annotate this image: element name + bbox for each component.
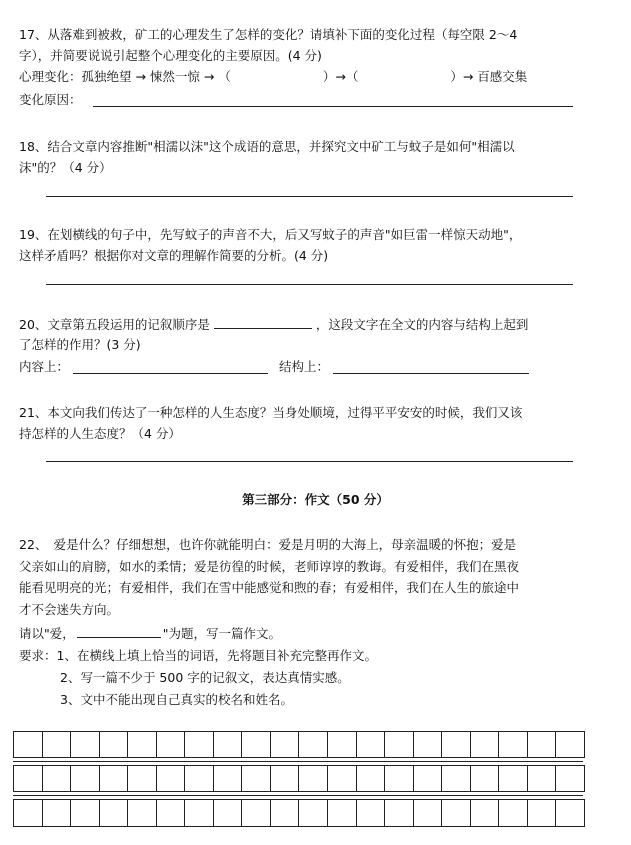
writing-grid-cell[interactable] [43,766,72,791]
writing-grid-cell[interactable] [43,732,72,757]
writing-grid-cell[interactable] [328,732,357,757]
q22-prompt-a: 请以"爱， [19,626,75,641]
q20-order-blank[interactable] [214,315,312,329]
q20-text-line1 [19,315,528,334]
writing-grid-cell[interactable] [14,800,43,826]
writing-grid-cell[interactable] [357,766,386,791]
writing-grid-cell[interactable] [71,800,100,826]
writing-grid-cell[interactable] [299,732,328,757]
writing-grid-cell[interactable] [556,800,584,826]
writing-grid-cell[interactable] [242,800,271,826]
writing-grid-cell[interactable] [242,732,271,757]
writing-grid-cell[interactable] [185,766,214,791]
writing-grid-cell[interactable] [214,766,243,791]
writing-grid-cell[interactable] [471,732,500,757]
writing-grid-cell[interactable] [157,800,186,826]
writing-grid-cell[interactable] [357,800,386,826]
writing-grid-spacer-1 [13,761,583,762]
writing-grid-cell[interactable] [128,800,157,826]
q18-text-line1: 18、结合文章内容推断"相濡以沫"这个成语的意思，并探究文中矿工与蚊子是如何"相濡以 [19,139,515,154]
writing-grid-cell[interactable] [100,732,129,757]
q22-req1: 要求：1、在横线上填上恰当的词语，先将题目补充完整再作文。 [19,648,377,663]
q20-content-label: 内容上： [19,359,70,374]
writing-grid-cell[interactable] [528,766,557,791]
q22-prompt-b: "为题，写一篇作文。 [162,626,281,641]
writing-grid-spacer-2 [13,795,583,796]
q17-flow-end: ）→ 百感交集 [450,69,528,84]
q21-text-line1: 21、本文向我们传达了一种怎样的人生态度？当身处顺境，过得平平安安的时候，我们又该 [19,405,523,420]
writing-grid-cell[interactable] [414,766,443,791]
writing-grid-cell[interactable] [556,732,584,757]
writing-grid-row-3[interactable] [13,799,585,827]
writing-grid-cell[interactable] [385,766,414,791]
writing-grid-cell[interactable] [442,800,471,826]
writing-grid-cell[interactable] [556,766,584,791]
writing-grid-cell[interactable] [442,766,471,791]
writing-grid-cell[interactable] [43,800,72,826]
writing-grid-cell[interactable] [471,766,500,791]
writing-grid-cell[interactable] [499,732,528,757]
q20-text-line1b: ，这段文字在全文的内容与结构上起到 [315,317,529,332]
q17-text-line2: 字），并简要说说引起整个心理变化的主要原因。(4 分) [19,48,322,63]
writing-grid-cell[interactable] [499,766,528,791]
writing-grid-row-cells [14,800,584,826]
writing-grid-cell[interactable] [214,732,243,757]
q22-text-line3: 能看见明亮的光；有爱相伴，我们在雪中能感觉和煦的春；有爱相伴，我们在人生的旅途中 [19,580,520,595]
writing-grid-cell[interactable] [528,732,557,757]
q18-answer-line[interactable] [46,196,573,197]
writing-grid-cell[interactable] [299,800,328,826]
writing-grid-cell[interactable] [499,800,528,826]
writing-grid-cell[interactable] [185,732,214,757]
writing-grid-cell[interactable] [299,766,328,791]
writing-grid-cell[interactable] [242,766,271,791]
q22-req2: 2、写一篇不少于 500 字的记叙文，表达真情实感。 [60,670,350,685]
q20-structure-label: 结构上： [279,359,330,374]
writing-grid-cell[interactable] [214,800,243,826]
writing-grid-cell[interactable] [328,800,357,826]
writing-grid-cell[interactable] [100,800,129,826]
q22-prompt [19,624,281,643]
writing-grid-cell[interactable] [271,766,300,791]
q22-title-blank[interactable] [77,624,161,638]
writing-grid-cell[interactable] [328,766,357,791]
writing-grid-cell[interactable] [157,732,186,757]
q22-text-line2: 父亲如山的肩膀，如水的柔情；爱是彷徨的时候，老师谆谆的教诲。有爱相伴，我们在黑夜 [19,559,520,574]
q17-flow-mid: ）→（ [322,69,359,84]
writing-grid-cell[interactable] [385,732,414,757]
q19-text-line1: 19、在划横线的句子中，先写蚊子的声音不大，后又写蚊子的声音"如巨雷一样惊天动地"， [19,227,522,242]
writing-grid-cell[interactable] [71,766,100,791]
writing-grid-row-cells [14,766,584,791]
writing-grid-row-1[interactable] [13,731,585,758]
writing-grid-cell[interactable] [414,800,443,826]
writing-grid-cell[interactable] [528,800,557,826]
q17-flow-start: 孤独绝望 → 悚然一惊 → （ [81,69,231,84]
q17-reason-label: 变化原因： [19,92,82,107]
writing-grid-cell[interactable] [185,800,214,826]
q17-flow [19,68,527,86]
q17-flow-label: 心理变化： [19,69,82,84]
q21-text-line2: 持怎样的人生态度？（4 分） [19,426,181,441]
writing-grid-cell[interactable] [271,800,300,826]
q21-answer-line[interactable] [46,461,573,462]
writing-grid-cell[interactable] [100,766,129,791]
writing-grid-cell[interactable] [128,732,157,757]
q19-text-line2: 这样矛盾吗？根据你对文章的理解作简要的分析。(4 分) [19,248,329,263]
writing-grid-cell[interactable] [471,800,500,826]
writing-grid-cell[interactable] [14,766,43,791]
q18-text-line2: 沫"的？（4 分） [19,160,112,175]
writing-grid-row-2[interactable] [13,765,585,792]
q20-structure-line[interactable] [333,373,529,374]
writing-grid-cell[interactable] [14,732,43,757]
writing-grid-cell[interactable] [71,732,100,757]
q20-text-line2: 了怎样的作用？(3 分) [19,337,141,352]
writing-grid-row-cells [14,732,584,757]
writing-grid-cell[interactable] [157,766,186,791]
q20-text-line1a: 20、文章第五段运用的记叙顺序是 [19,317,210,332]
writing-grid-cell[interactable] [271,732,300,757]
writing-grid-cell[interactable] [414,732,443,757]
q17-answer-line[interactable] [93,106,573,107]
writing-grid-cell[interactable] [385,800,414,826]
q22-text-line4: 才不会迷失方向。 [19,602,120,617]
writing-grid-cell[interactable] [442,732,471,757]
part3-title: 第三部分：作文（50 分） [242,492,389,507]
q17-text-line1: 17、从落难到被救，矿工的心理发生了怎样的变化？请填补下面的变化过程（每空限 2～4 [19,27,518,42]
q22-req3: 3、文中不能出现自己真实的校名和姓名。 [60,692,293,707]
q22-text-line1: 22、 爱是什么？仔细想想，也许你就能明白：爱是月明的大海上，母亲温暖的怀抱；爱是 [19,537,517,552]
q19-answer-line[interactable] [46,284,573,285]
q20-content-line[interactable] [73,373,268,374]
writing-grid-cell[interactable] [128,766,157,791]
writing-grid-cell[interactable] [357,732,386,757]
